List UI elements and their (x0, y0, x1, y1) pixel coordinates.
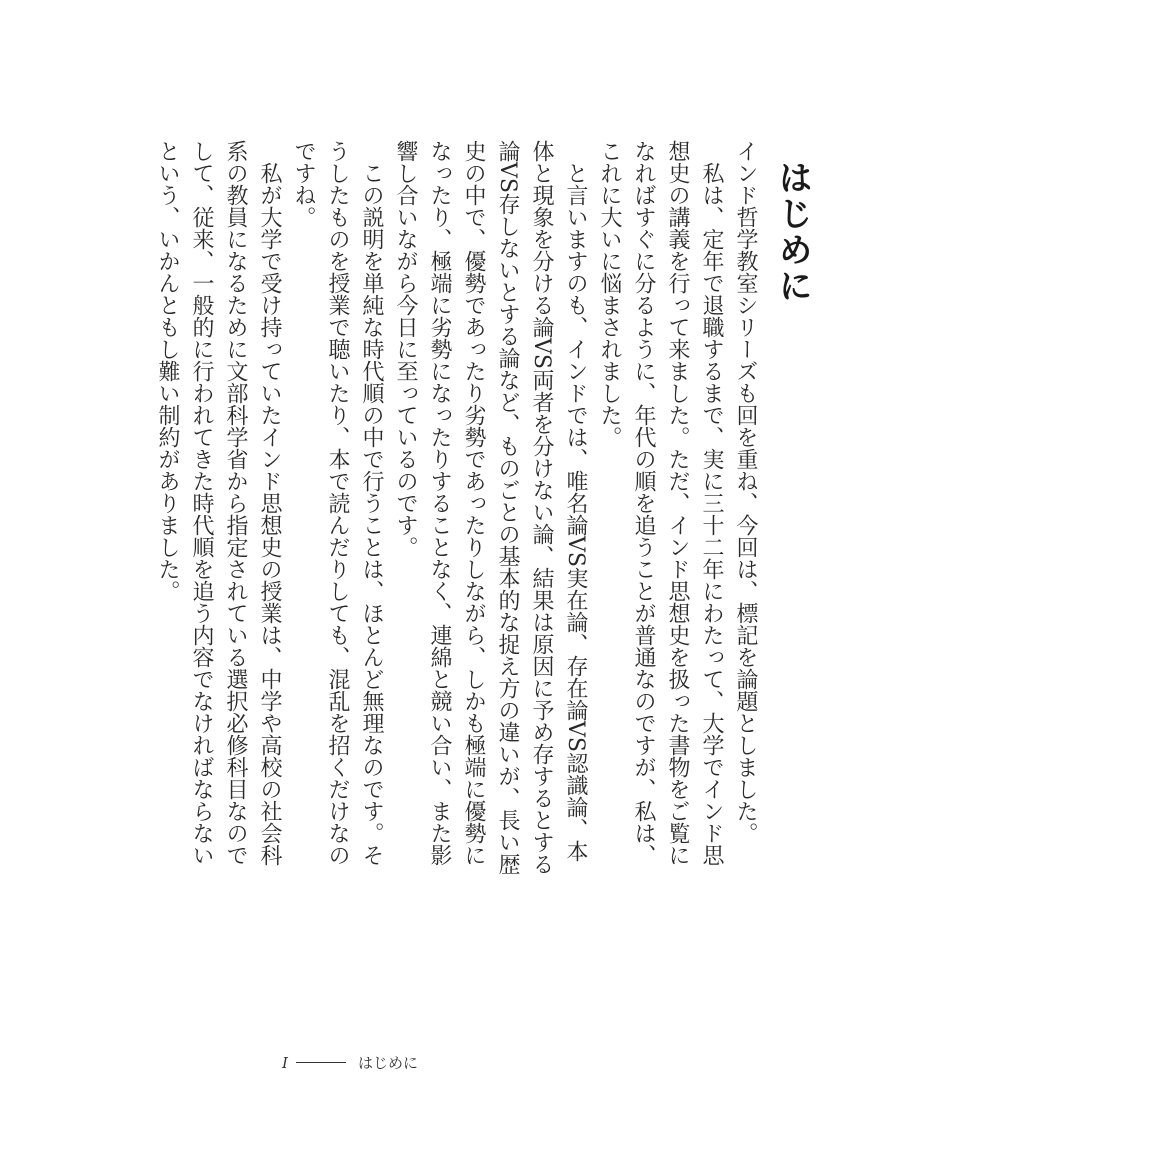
paragraph: この説明を単純な時代順の中で行うことは、ほとんど無理なのです。そうしたものを授業で聴いたり、本で読んだりしても、混乱を招くだけなのですね。 (291, 140, 384, 866)
running-footer (282, 1052, 418, 1073)
chapter-title: はじめに (772, 160, 813, 304)
paragraph: インド哲学教室シリーズも回を重ね、今回は、標記を論題としました。 (733, 140, 758, 844)
paragraph: 私が大学で受け持っていたインド思想史の授業は、中学や高校の社会科系の教員になるために文部科学省から指定されている選択必修科目なのでして、従来、一般的に行われてきた時代順を追う内容でなければならないという、いかんともし難い制約がありました。 (155, 140, 282, 866)
paragraph: と言いますのも、インドでは、唯名論VS実在論、存在論VS認識論、本体と現象を分ける論VS両者を分けない論、結果は原因に予め存するとする論VS存しないとする論など、ものごとの基本的な捉え方の違いが、長い歴史の中で、優勢であったり劣勢であったりしながら、しかも極端に優勢になったり、極端に劣勢になったりすることなく、連綿と競い合い、また影響し合いながら今日に至っているのです。 (393, 140, 588, 875)
page-number: I (282, 1053, 288, 1072)
body-text (155, 140, 762, 880)
footer-rule (296, 1062, 346, 1063)
footer-section-title: はじめに (357, 1054, 418, 1072)
paragraph: 私は、定年で退職するまで、実に三十二年にわたって、大学でインド思想史の講義を行って来ました。ただ、インド思想史を扱った書物をご覧になればすぐに分るように、年代の順を追うことが普通なのですが、私は、これに大いに悩まされました。 (597, 140, 724, 866)
